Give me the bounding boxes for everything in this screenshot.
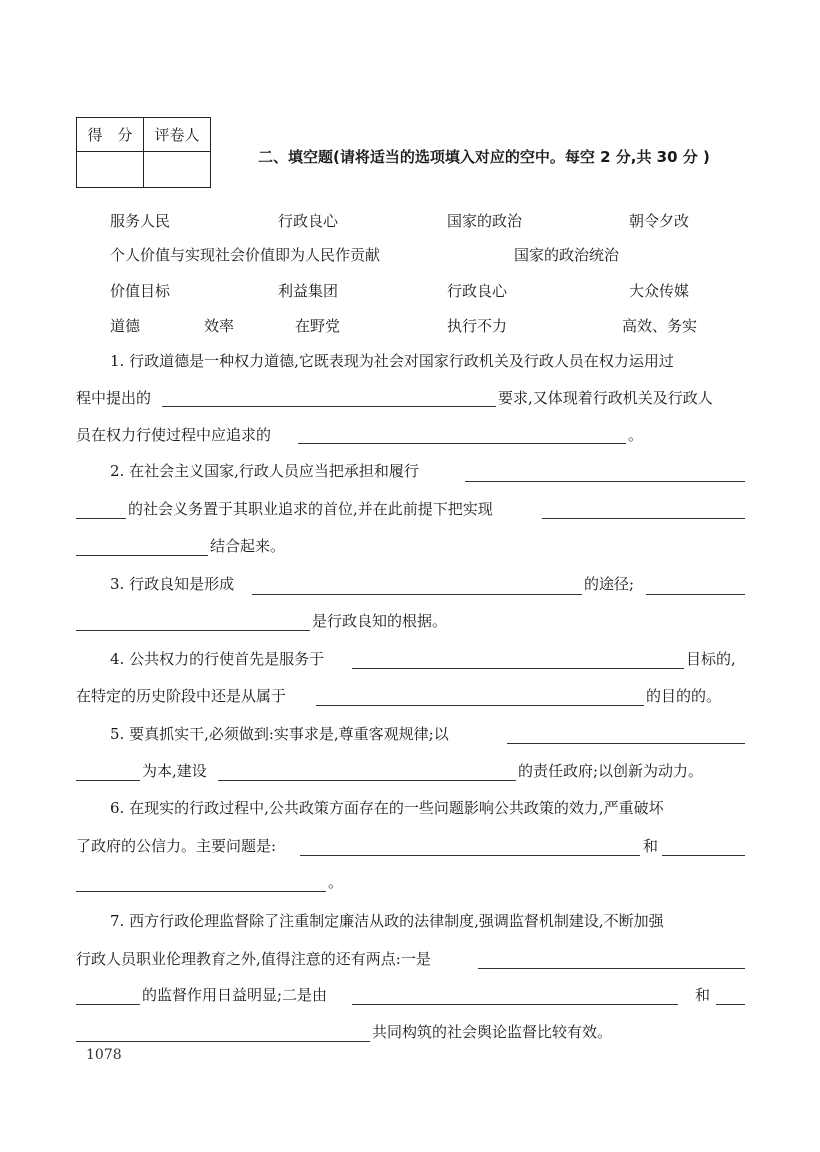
page-number: 1078: [86, 1047, 122, 1063]
section-title: 二、填空题(请将适当的选项填入对应的空中。每空 2 分,共 30 分 ): [258, 148, 710, 166]
option: 服务人民: [110, 212, 171, 230]
q2-text: 结合起来。: [210, 537, 286, 555]
option: 朝令夕改: [629, 212, 690, 230]
q7-text: 行政人员职业伦理教育之外,值得注意的还有两点:一是: [76, 950, 431, 968]
q5-blank-1-cont[interactable]: [76, 780, 140, 781]
q1-blank-1[interactable]: [162, 406, 496, 407]
q6-text: 和: [643, 837, 659, 855]
grader-label: 评卷人: [144, 118, 211, 152]
q5-text: 为本,建设: [142, 762, 207, 780]
q1-text: 要求,又体现着行政机关及行政人: [498, 389, 713, 407]
q1-text: 。: [628, 426, 644, 444]
q3-text: 的途径;: [584, 575, 635, 593]
option: 国家的政治: [447, 212, 523, 230]
q7-text: 共同构筑的社会舆论监督比较有效。: [372, 1023, 613, 1041]
score-cell: [77, 152, 144, 188]
q3-blank-2-cont[interactable]: [76, 630, 310, 631]
q3-text: 是行政良知的根据。: [312, 612, 448, 630]
option: 个人价值与实现社会价值即为人民作贡献: [110, 246, 381, 264]
q4-blank-2[interactable]: [316, 705, 644, 706]
q2-blank-1[interactable]: [465, 481, 745, 482]
option: 大众传媒: [629, 282, 690, 300]
option: 高效、务实: [622, 317, 698, 335]
q6-text: 了政府的公信力。主要问题是:: [76, 837, 277, 855]
q7-blank-1[interactable]: [478, 968, 745, 969]
q7-text: 的监督作用日益明显;二是由: [142, 986, 328, 1004]
q1-blank-2[interactable]: [298, 443, 626, 444]
q7-text: 和: [695, 986, 711, 1004]
q5-text: 的责任政府;以创新为动力。: [518, 762, 704, 780]
score-table: [76, 117, 211, 188]
grader-cell: [144, 152, 211, 188]
q6-blank-2-cont[interactable]: [76, 891, 326, 892]
option: 利益集团: [278, 282, 339, 300]
q7-blank-3-cont[interactable]: [76, 1041, 370, 1042]
q4-text: 4. 公共权力的行使首先是服务于: [110, 650, 325, 668]
q7-blank-3[interactable]: [716, 1004, 745, 1005]
option: 效率: [204, 317, 235, 335]
q2-blank-1-cont[interactable]: [76, 518, 126, 519]
q6-text: 。: [328, 873, 344, 891]
q6-blank-2[interactable]: [662, 855, 745, 856]
q5-text: 5. 要真抓实干,必须做到:实事求是,尊重客观规律;以: [110, 725, 449, 743]
score-label: 得 分: [77, 118, 144, 152]
q1-text: 程中提出的: [76, 389, 152, 407]
q2-blank-2[interactable]: [542, 518, 745, 519]
option: 道德: [110, 317, 141, 335]
q1-text: 1. 行政道德是一种权力道德,它既表现为社会对国家行政机关及行政人员在权力运用过: [110, 352, 674, 370]
q4-text: 目标的,: [686, 650, 736, 668]
q6-blank-1[interactable]: [300, 855, 640, 856]
q7-text: 7. 西方行政伦理监督除了注重制定廉洁从政的法律制度,强调监督机制建设,不断加强: [110, 912, 664, 930]
q4-blank-1[interactable]: [352, 668, 684, 669]
q2-text: 的社会义务置于其职业追求的首位,并在此前提下把实现: [128, 500, 493, 518]
q7-blank-1-cont[interactable]: [76, 1004, 140, 1005]
q1-text: 员在权力行使过程中应追求的: [76, 426, 272, 444]
q3-text: 3. 行政良知是形成: [110, 575, 235, 593]
q5-blank-1[interactable]: [507, 743, 745, 744]
q7-blank-2[interactable]: [352, 1004, 678, 1005]
option: 在野党: [295, 317, 341, 335]
option: 行政良心: [447, 282, 508, 300]
q5-blank-2[interactable]: [218, 780, 516, 781]
q3-blank-1[interactable]: [252, 594, 582, 595]
option: 国家的政治统治: [514, 246, 620, 264]
q6-text: 6. 在现实的行政过程中,公共政策方面存在的一些问题影响公共政策的效力,严重破坏: [110, 799, 664, 817]
option: 行政良心: [278, 212, 339, 230]
q4-text: 在特定的历史阶段中还是从属于: [76, 687, 287, 705]
option: 执行不力: [447, 317, 508, 335]
q3-blank-2[interactable]: [646, 594, 745, 595]
q2-text: 2. 在社会主义国家,行政人员应当把承担和履行: [110, 462, 419, 480]
option: 价值目标: [110, 282, 171, 300]
q2-blank-2-cont[interactable]: [76, 555, 208, 556]
q4-text: 的目的的。: [646, 687, 722, 705]
